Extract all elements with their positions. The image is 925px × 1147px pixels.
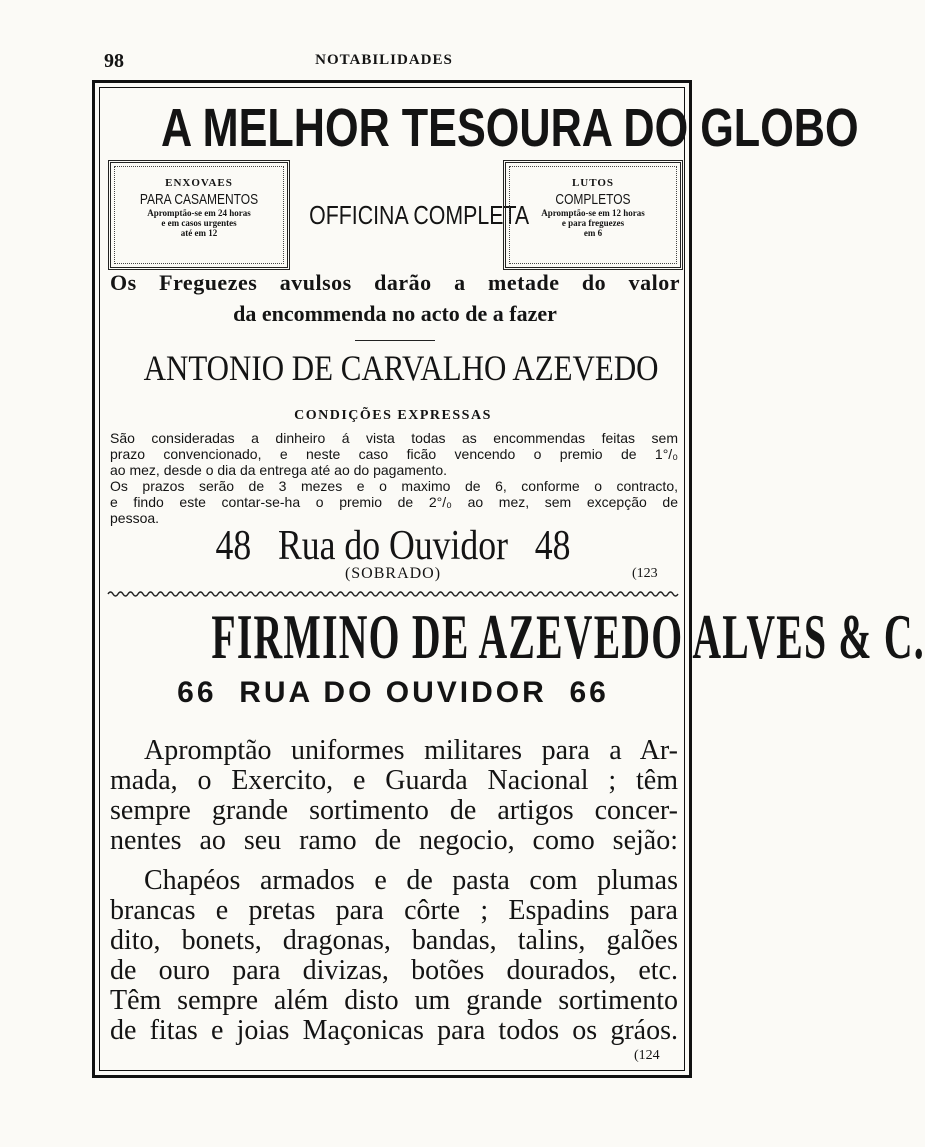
conditions-line: São consideradas a dinheiro á vista todas as encommendas feitas sem [110, 430, 678, 446]
box-right-line: e para freguezes [561, 218, 625, 228]
ad2-body-line: brancas e pretas para côrte ; Espadins para [110, 895, 678, 926]
ad1-proprietor-name: ANTONIO DE CARVALHO AZEVEDO [143, 348, 659, 388]
box-left-subtitle: PARA CASAMENTOS [139, 191, 259, 208]
ad2-body-line: sempre grande sortimento de artigos concer- [110, 795, 678, 826]
box-right-line: em 6 [583, 228, 603, 238]
ad1-notice-line: da encommenda no acto de a fazer [233, 301, 557, 326]
running-title: NOTABILIDADES [315, 52, 453, 68]
ad2-body-line: Chapéos armados e de pasta com plumas [144, 865, 678, 896]
ad2-headline: FIRMINO DE AZEVEDO ALVES & C. [211, 601, 925, 672]
box-left-title: ENXOVAES [165, 177, 233, 189]
conditions-line: pessoa. [110, 510, 160, 526]
box-left-line: e em casos urgentes [161, 218, 237, 228]
ad1-headline: A MELHOR TESOURA DO GLOBO [161, 98, 859, 158]
box-right-line: Apromptão-se em 12 horas [541, 208, 645, 218]
ad2-body-line: nentes ao seu ramo de negocio, como sejão: [110, 825, 678, 856]
box-left-line: Apromptão-se em 24 horas [147, 208, 251, 218]
ad2-body-line: dito, bonets, dragonas, bandas, talins, galões [110, 925, 678, 956]
ad1-reference-number: (123 [632, 566, 658, 581]
ad1-centre-text: OFFICINA COMPLETA [309, 200, 530, 230]
conditions-line: Os prazos serão de 3 mezes e o maximo de 6, conforme o contracto, [110, 478, 678, 494]
box-right-subtitle: COMPLETOS [555, 191, 631, 208]
ad1-sobrado: (SOBRADO) [344, 565, 442, 582]
ad2-reference-number: (124 [634, 1048, 660, 1063]
ad2-body-line: Apromptão uniformes militares para a Ar- [144, 735, 678, 766]
ad1-notice-line: Os Freguezes avulsos darão a metade do valor [110, 270, 680, 295]
ad2-body-line: de ouro para divizas, botões dourados, etc. [110, 955, 678, 986]
conditions-line: ao mez, desde o dia da entrega até ao do pagamento. [110, 462, 448, 478]
box-lutos [503, 160, 683, 270]
conditions-line: prazo convencionado, e neste caso ficão vencendo o premio de 1°/₀ [110, 446, 678, 462]
ad2-body-line: mada, o Exercito, e Guarda Nacional ; têm [110, 765, 678, 796]
short-rule [355, 340, 435, 341]
box-right-title: LUTOS [571, 177, 615, 189]
conditions-line: e findo este contar-se-ha o premio de 2°/₀ ao mez, sem excepção de [110, 494, 678, 510]
ad2-body-line: de fitas e joias Maçonicas para todos os gráos. [110, 1015, 678, 1046]
conditions-title: CONDIÇÕES EXPRESSAS [294, 408, 492, 423]
box-enxovaes [108, 160, 290, 270]
ad1-address: 48 Rua do Ouvidor 48 [215, 523, 571, 569]
page-number: 98 [104, 50, 124, 72]
ad2-address: 66 RUA DO OUVIDOR 66 [177, 676, 609, 709]
ad2-body-line: Têm sempre além disto um grande sortimento [110, 985, 678, 1016]
wavy-divider [108, 590, 678, 598]
box-left-line: até em 12 [180, 228, 218, 238]
